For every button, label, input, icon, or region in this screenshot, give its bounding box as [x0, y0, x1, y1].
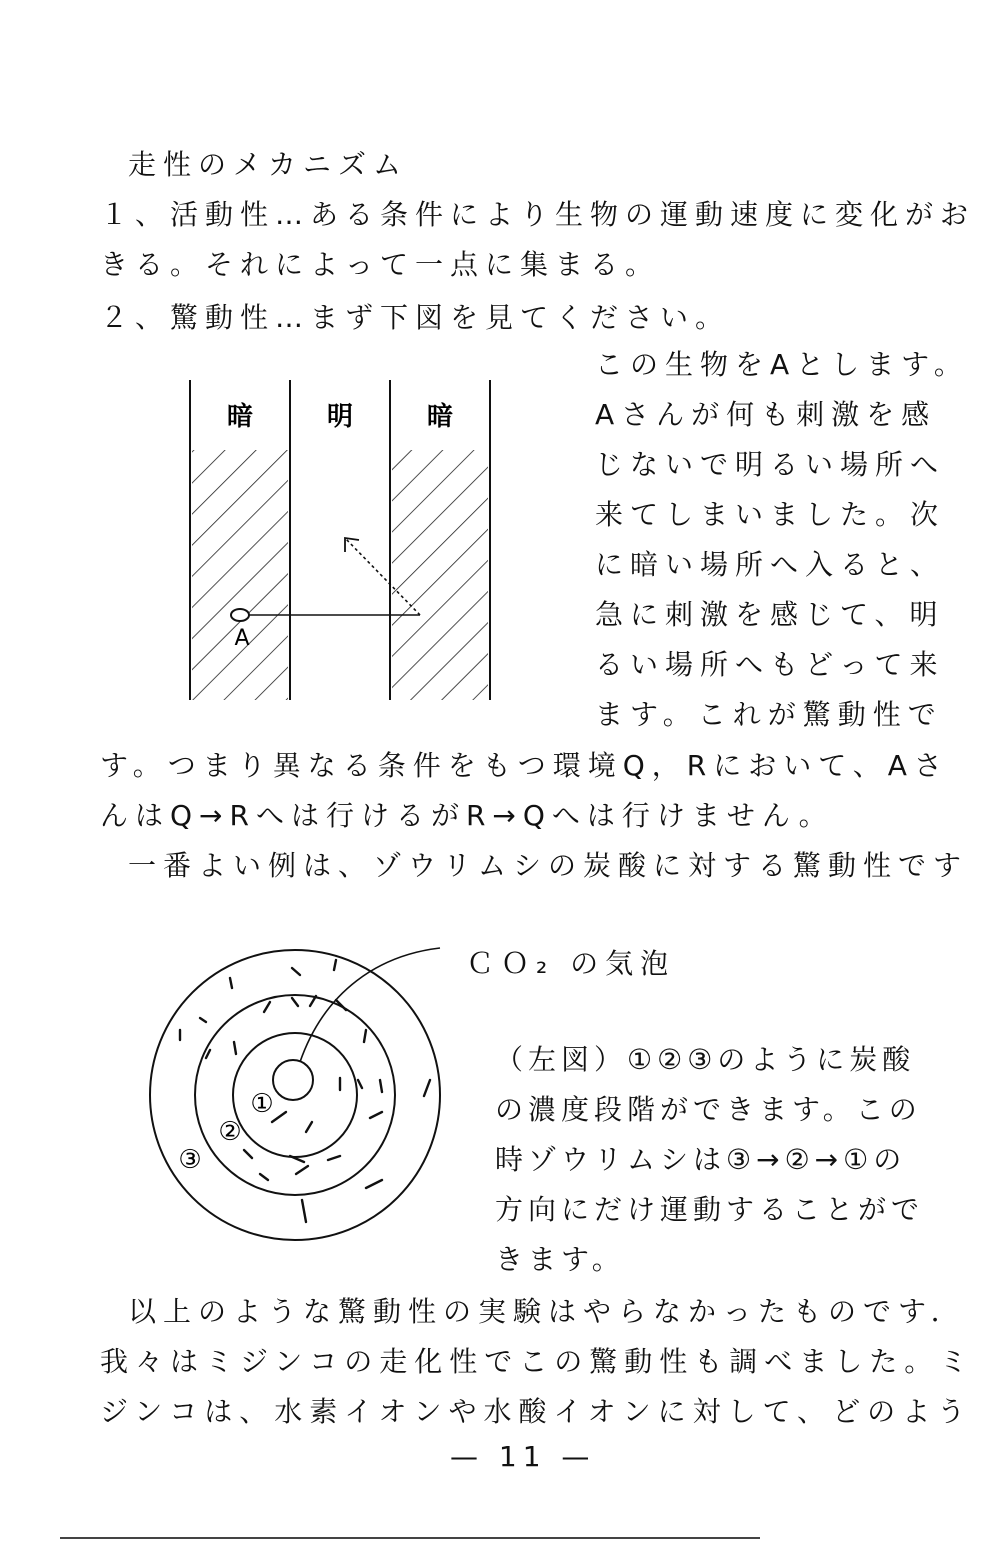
co2-bubble-label: ＣＯ₂ の気泡	[466, 947, 676, 980]
paragraph3-line2: 我々はミジンコの走化性でこの驚動性も調べました。ミ	[100, 1345, 975, 1378]
page-number: — 11 —	[450, 1440, 596, 1473]
paragraph2-line1: す。つまり異なる条件をもつ環境Q，Rにおいて、Aさ	[100, 749, 949, 782]
side-text1-line5: に暗い場所へ入ると、	[595, 548, 946, 581]
co2-bubble	[273, 1060, 313, 1100]
side-text2-line5: きます。	[495, 1243, 625, 1276]
zone-label-bright: 明	[326, 402, 354, 432]
paragraph2-line3: 一番よい例は、ゾウリムシの炭酸に対する驚動性です	[128, 849, 969, 882]
side-text1-line1: この生物をAとします。	[595, 348, 969, 381]
ring-label-3: ③	[178, 1145, 202, 1175]
scan-edge-rule	[60, 1537, 760, 1539]
paragraph2-heading: ２、驚動性…まず下図を見てください。	[100, 301, 731, 334]
side-text1-line8: ます。これが驚動性で	[595, 698, 943, 731]
side-text2-line2: の濃度段階ができます。この	[495, 1093, 922, 1126]
organism-label: A	[234, 626, 250, 651]
side-text2-line3: 時ゾウリムシは③→②→①の	[495, 1143, 907, 1176]
paragraph2-line2: んはQ→Rへは行けるがR→Qへは行けません。	[100, 799, 834, 832]
zone-label-dark-left: 暗	[226, 402, 254, 432]
side-text1-line4: 来てしまいました。次	[595, 498, 946, 531]
side-text1-line2: Aさんが何も刺激を感	[595, 398, 937, 431]
zone-label-dark-right: 暗	[426, 402, 454, 432]
side-text1-line6: 急に刺激を感じて、明	[595, 598, 945, 631]
organism-marker	[231, 609, 249, 621]
co2-gradient-diagram	[140, 930, 470, 1260]
paragraph1-line2: きる。それによって一点に集まる。	[100, 248, 661, 281]
side-text1-line7: るい場所へもどって来	[595, 648, 945, 681]
side-text2-line4: 方向にだけ運動することがで	[495, 1193, 925, 1226]
side-text2-line1: （左図）①②③のように炭酸	[495, 1043, 916, 1076]
ring-label-2: ②	[218, 1117, 242, 1147]
ring-label-1: ①	[250, 1089, 274, 1119]
phobotaxis-diagram	[180, 370, 500, 710]
paragraph1-line1: １、活動性…ある条件により生物の運動速度に変化がお	[100, 198, 976, 231]
page-title: 走性のメカニズム	[128, 148, 409, 181]
paragraph3-line3: ジンコは、水素イオンや水酸イオンに対して、どのよう	[100, 1395, 973, 1428]
paragraph3-line1: 以上のような驚動性の実験はやらなかったものです．	[128, 1295, 966, 1328]
side-text1-line3: じないで明るい場所へ	[595, 448, 946, 481]
